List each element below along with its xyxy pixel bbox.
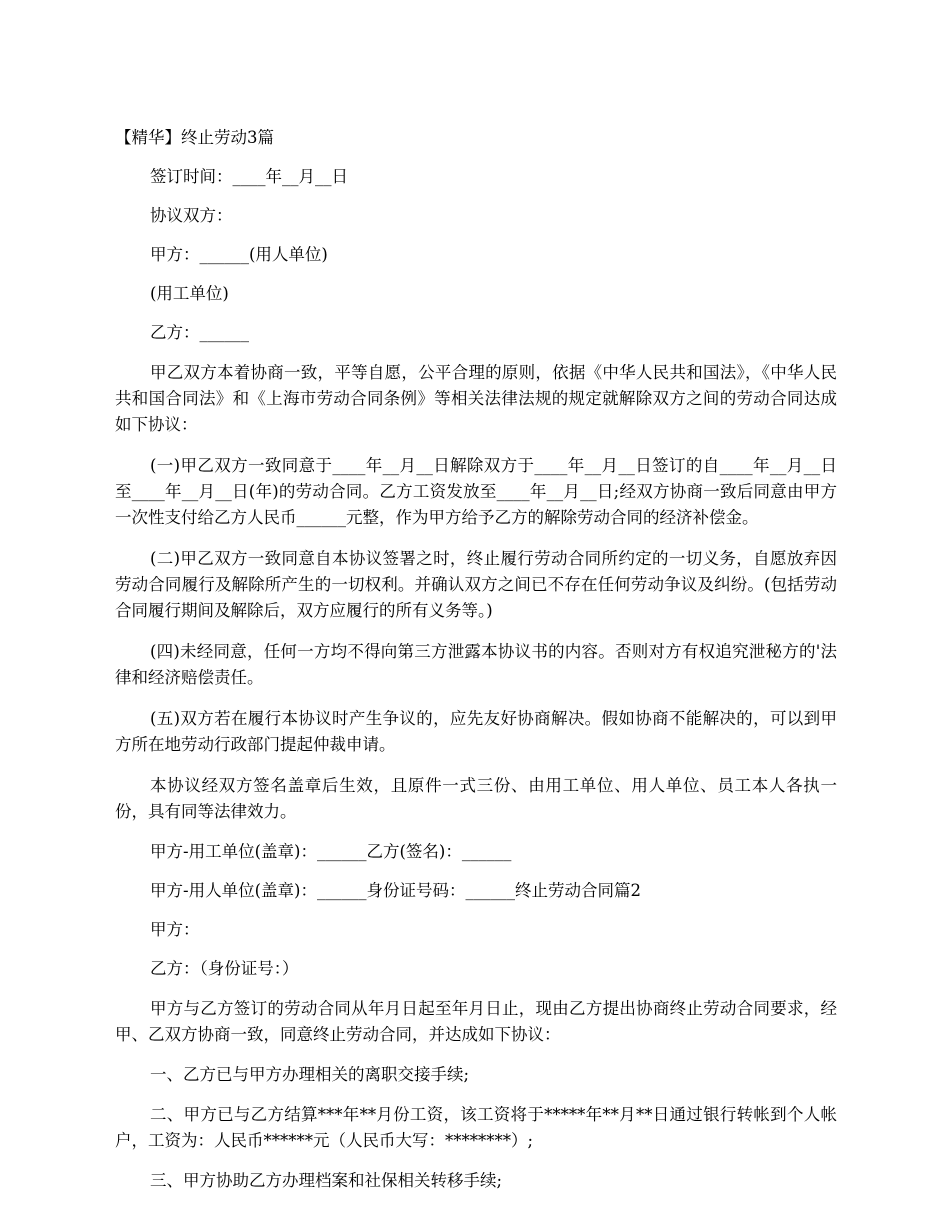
party-a-user-unit-line: (用工单位) xyxy=(150,284,229,303)
signature-line-employer: 甲方-用人单位(盖章)：______身份证号码：______终止劳动合同篇2 xyxy=(150,881,641,900)
clause-two: (二)甲乙双方一致同意自本协议签署之时，终止履行劳动合同所约定的一切义务，自愿放弃因劳动合同履行及解除所产生的一切权利。并确认双方之间已不存在任何劳动争议及纠纷。(包括劳动合同履行期间及解除后，双方应履行的所有义务等。) xyxy=(115,549,837,620)
part-two-preamble: 甲方与乙方签订的劳动合同从年月日起至年月日止，现由乙方提出协商终止劳动合同要求，经甲、乙双方协商一致，同意终止劳动合同，并达成如下协议： xyxy=(115,999,837,1044)
party-a-employer-line: 甲方：______(用人单位) xyxy=(150,245,328,264)
agreement-preamble: 甲乙双方本着协商一致，平等自愿，公平合理的原则，依据《中华人民共和国法》，《中华人民共和国合同法》和《上海市劳动合同条例》等相关法律法规的规定就解除双方之间的劳动合同达成如下协议： xyxy=(115,363,837,434)
clause-five: (五)双方若在履行本协议时产生争议的，应先友好协商解决。假如协商不能解决的，可以到甲方所在地劳动行政部门提起仲裁申请。 xyxy=(115,709,837,754)
parties-heading: 协议双方： xyxy=(150,206,233,225)
part-two-item-three: 三、甲方协助乙方办理档案和社保相关转移手续; xyxy=(150,1171,503,1190)
clause-one: (一)甲乙双方一致同意于____年__月__日解除双方于____年__月__日签订的自____年__月__日至____年__月__日(年)的劳动合同。乙方工资发放至____年__月__日;经双方协商一致后同意由甲方一次性支付给乙方人民币______元整，作为甲方给予乙方的解除劳动合同的经济补偿金。 xyxy=(115,456,837,527)
signature-line-user-unit: 甲方-用工单位(盖章)：______乙方(签名)：______ xyxy=(150,842,512,861)
part-two-item-one: 一、乙方已与甲方办理相关的离职交接手续; xyxy=(150,1065,470,1084)
party-b-line: 乙方：______ xyxy=(150,323,249,342)
clause-four: (四)未经同意，任何一方均不得向第三方泄露本协议书的内容。否则对方有权追究泄秘方的'法律和经济赔偿责任。 xyxy=(115,642,837,687)
document-title: 【精华】终止劳动3篇 xyxy=(115,128,274,147)
part-two-item-two: 二、甲方已与乙方结算***年**月份工资，该工资将于*****年**月**日通过银行转帐到个人帐户，工资为：人民币******元（人民币大写：********）; xyxy=(115,1105,837,1150)
part-two-party-b-line: 乙方：（身份证号：） xyxy=(150,959,299,978)
signing-date-line: 签订时间：____年__月__日 xyxy=(150,167,348,186)
part-two-party-a-line: 甲方： xyxy=(150,920,200,939)
effectiveness-clause: 本协议经双方签名盖章后生效，且原件一式三份、由用工单位、用人单位、员工本人各执一份，具有同等法律效力。 xyxy=(115,776,837,821)
document-body xyxy=(115,126,837,1208)
